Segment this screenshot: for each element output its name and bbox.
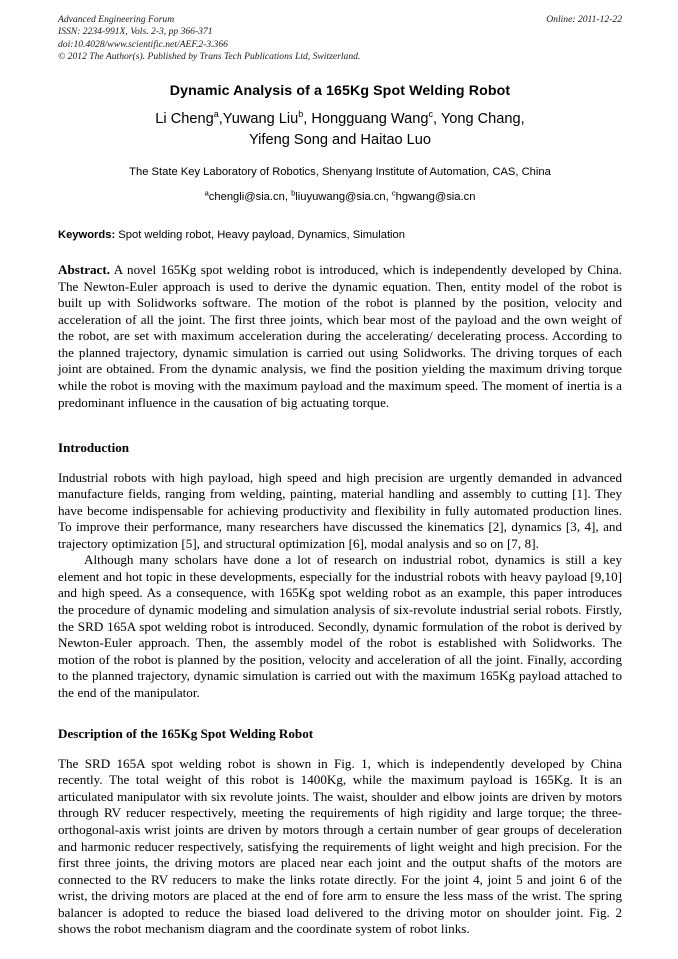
issn-line: ISSN: 2234-991X, Vols. 2-3, pp 366-371 [58, 26, 213, 38]
email-address: chengli@sia.cn, [208, 191, 292, 204]
doi-line: doi:10.4028/www.scientific.net/AEF.2-3.366 [58, 38, 228, 50]
masthead-left [58, 14, 498, 63]
description-paragraph-1: The SRD 165A spot welding robot is shown in Fig. 1, which is independently developed by China recently. The total weight of this robot is 1400Kg, while the maximum payload is 165Kg. It is an articulated manipulator with six revolute joints. The waist, shoulder and elbow joints are driven by motors through RV reducer respectively, meeting the requirements of high rigidity and large torque; the three-orthogonal-axis wrist joints are driven by motors through a certain number of gear groups of deceleration and harmonic reducer respectively, satisfying the requirements of light weight and high precision. For the first three joints, the driving motors are placed near each joint and the output shafts of the motors are connected to the RV reducers to make the links rotate directly. For the joint 4, joint 5 and joint 6 of the wrist, the driving motors are placed at the end of fore arm to ensure the less mass of the wrist. The spring balancer is adopted to reduce the biased load delivered to the driving motor on shoulder joint. Fig. 2 shows the robot mechanism diagram and the coordinate system of robot links. [58, 755, 622, 937]
spacer [58, 411, 622, 440]
page-title: Dynamic Analysis of a 165Kg Spot Welding Robot [169, 83, 511, 100]
keywords-value: Spot welding robot, Heavy payload, Dynamics, Simulation [115, 229, 405, 242]
author-affiliation-marker: a [213, 109, 219, 120]
email-affiliation-marker: b [291, 188, 296, 198]
spacer [58, 457, 622, 470]
online-date: Online: 2011-12-22 [546, 14, 622, 25]
body-content [58, 262, 622, 938]
abstract-paragraph [58, 262, 622, 411]
copyright-line: © 2012 The Author(s). Published by Trans Tech Publications Ltd, Switzerland. [58, 50, 361, 62]
author-list-line2: Yifeng Song and Haitao Luo [248, 132, 432, 149]
section-heading-description: Description of the 165Kg Spot Welding Robot [58, 726, 314, 742]
spacer [58, 701, 622, 726]
email-affiliation-marker: a [204, 188, 209, 198]
abstract-text: A novel 165Kg spot welding robot is introduced, which is independently developed by China. The Newton-Euler approach is used to derive the dynamic equation. Then, entity model of the robot is built up with Solidworks software. The motion of the robot is planned by the position, velocity and acceleration of all the joint. The first three joints, which bear most of the payload and the own weight of the robot, are set with maximum acceleration during the accelerating/ decelerating process. According to the planned trajectory, dynamic simulation is carried out using Solidworks. The driving torques of each joint are obtained. From the dynamic analysis, we find the position yielding the maximum driving torque while the robot is moving with the maximum payload and the maximum speed. The moment of inertia is a predominant influence in the causation of big actuating torque. [58, 262, 622, 410]
spacer [58, 743, 622, 756]
affiliation: The State Key Laboratory of Robotics, Shenyang Institute of Automation, CAS, China [129, 166, 551, 179]
author-affiliation-marker: b [298, 109, 304, 120]
introduction-paragraph-1: Industrial robots with high payload, high speed and high precision are urgently demanded in advanced manufacture fields, ranging from welding, painting, material handling and assembly to cutting [1]. They have become indispensable for achieving productivity and flexibility in fully automated production lines. To improve their performance, many researchers have discussed the kinematics [2], dynamics [3, 4], and trajectory optimization [5], and structural optimization [6], modal analysis and so on [7, 8]. [58, 469, 622, 551]
author-name: Li Cheng [155, 111, 214, 128]
keywords-label: Keywords: [58, 229, 116, 242]
masthead [58, 14, 622, 63]
author-name: ,Yuwang Liu [218, 111, 299, 128]
section-heading-introduction: Introduction [58, 440, 130, 456]
keywords [58, 228, 622, 242]
author-list [58, 109, 622, 151]
email-address: hgwang@sia.cn [395, 191, 476, 204]
journal-name: Advanced Engineering Forum [58, 14, 175, 25]
email-affiliation-marker: c [391, 188, 396, 198]
author-emails [58, 190, 622, 204]
email-address: liuyuwang@sia.cn, [295, 191, 392, 204]
author-affiliation-marker: c [428, 109, 433, 120]
author-name: , Hongguang Wang [303, 111, 429, 128]
author-name: , Yong Chang, [433, 111, 525, 128]
abstract-label: Abstract. [58, 262, 110, 278]
introduction-paragraph-2: Although many scholars have done a lot of research on industrial robot, dynamics is still a key element and hot topic in these developments, especially for the industrial robots with heavy payload [9,10] and high speed. As a consequence, with 165Kg spot welding robot as an example, this paper introduces the procedure of dynamic modeling and simulation analysis of six-revolute industrial serial robots. Firstly, the SRD 165A spot welding robot is introduced. Secondly, dynamic formulation of the robot is derived by Newton-Euler approach. Then, the assembly model of the robot is established with Solidworks. The motion of the robot is planned by the position, velocity and acceleration of all the joint. Finally, according to the planned trajectory, dynamic simulation is carried out with the maximum 165Kg payload attached to the end of the manipulator. [58, 552, 622, 700]
